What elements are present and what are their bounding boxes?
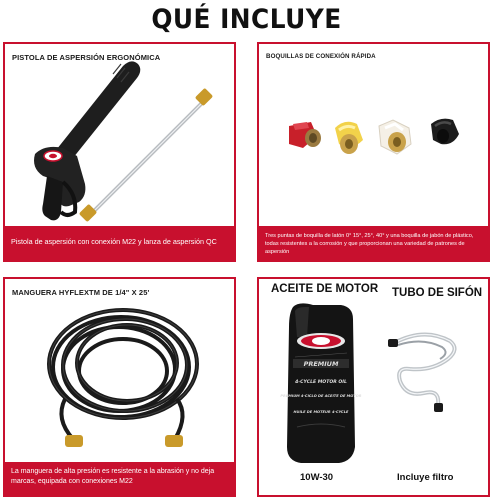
spray-gun-image [5,44,234,224]
pouch-label-1: 4-CYCLE MOTOR OIL [295,380,347,385]
page-title: QUÉ INCLUYE [151,4,342,35]
black-nozzle-icon [431,119,459,145]
red-nozzle-icon [289,122,321,148]
tube-title: TUBO DE SIFÓN [392,287,483,299]
card-title: BOQUILLAS DE CONEXIÓN RÁPIDA [266,53,376,60]
tube-caption: Incluye filtro [397,472,454,483]
pouch-label-premium: PREMIUM [303,360,339,368]
card-oil-and-siphon [257,277,490,497]
card-spray-gun [3,42,236,262]
hose-image [5,279,234,464]
card-nozzles [257,42,490,262]
card-hose [3,277,236,497]
oil-pouch-image [279,297,369,467]
pouch-label-3: HUILE DE MOTEUR 4-CYCLE [293,410,349,414]
pouch-label-2: PREMIUM 4-CICLO DE ACEITE DE MOTOR [280,394,362,398]
yellow-nozzle-icon [335,122,363,154]
siphon-connector-icon [388,339,398,347]
card-caption: Pistola de aspersión con conexión M22 y lanza de aspersión QC [5,226,234,260]
white-nozzle-icon [379,120,411,154]
card-caption: Tres puntas de boquilla de latón 0° 15°, 25°, 40° y una boquilla de jabón de plástico, todas resistentes a la corrosión y que proporcionan una variedad de patrones de aspersión [259,226,488,260]
nozzles-image [259,44,488,224]
card-title: PISTOLA DE ASPERSIÓN ERGONÓMICA [12,53,161,62]
hose-fitting-icon [165,435,183,447]
siphon-filter-icon [434,403,443,412]
oil-caption: 10W-30 [300,472,334,483]
siphon-tube-image [384,319,464,419]
card-title: MANGUERA HYFLEXTM DE 1/4" X 25' [12,288,150,297]
oil-title: ACEITE DE MOTOR [271,283,379,295]
card-caption: La manguera de alta presión es resistente a la abrasión y no deja marcas, equipada con conexiones M22 [5,462,234,495]
hose-fitting-icon [65,435,83,447]
